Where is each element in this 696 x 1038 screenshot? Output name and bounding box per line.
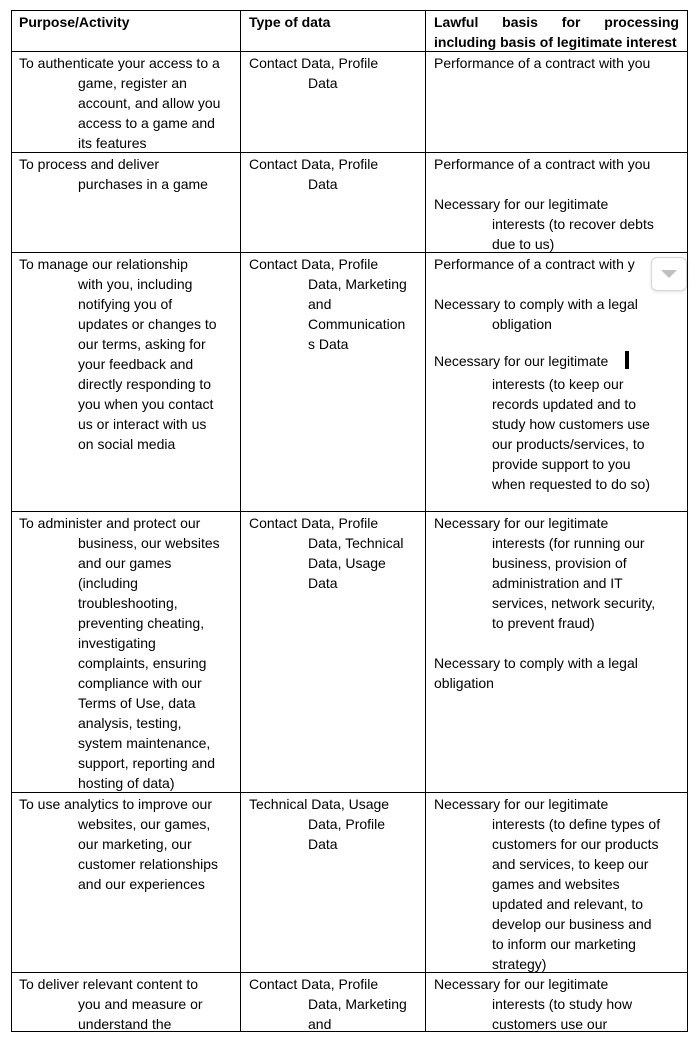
lawful-basis-line: customers for our products	[492, 836, 659, 852]
purpose-line: business, our websites	[78, 535, 220, 551]
header-word: for	[561, 14, 581, 30]
lawful-basis-line: Necessary to comply with a legal	[434, 655, 638, 671]
purpose-line: To administer and protect our	[19, 515, 201, 531]
data-type-line: Contact Data, Profile	[249, 156, 379, 172]
lawful-basis-line: to prevent fraud)	[492, 615, 595, 631]
purpose-line: analysis, testing,	[78, 715, 182, 731]
data-type-line: Data, Technical	[308, 535, 404, 551]
lawful-basis-line: strategy)	[492, 956, 547, 972]
lawful-basis-line: business, provision of	[492, 555, 627, 571]
purpose-line: support, reporting and	[78, 755, 215, 771]
header-lawful-basis-line1	[434, 12, 679, 32]
table-row-divider	[11, 972, 688, 973]
data-type-line: Contact Data, Profile	[249, 55, 379, 71]
header-lawful-basis-line2: including basis of legitimate interest	[434, 34, 677, 50]
table-column-divider-2	[425, 10, 426, 1032]
purpose-line: you when you contact	[78, 396, 214, 412]
cell-options-dropdown-button[interactable]	[651, 257, 687, 291]
purpose-line: To authenticate your access to a	[19, 55, 220, 71]
header-purpose: Purpose/Activity	[19, 14, 130, 30]
data-type-line: Data	[308, 836, 338, 852]
purpose-line: our terms, asking for	[78, 336, 206, 352]
purpose-line: To use analytics to improve our	[19, 796, 212, 812]
lawful-basis-line: Necessary to comply with a legal	[434, 296, 638, 312]
purpose-line: game, register an	[78, 75, 187, 91]
table-border-left	[11, 10, 12, 1032]
purpose-line: your feedback and	[78, 356, 194, 372]
lawful-basis-line: interests (for running our	[492, 535, 645, 551]
data-type-line: Contact Data, Profile	[249, 976, 379, 992]
purpose-line: and our games	[78, 555, 172, 571]
chevron-down-icon	[659, 267, 679, 281]
lawful-basis-line: develop our business and	[492, 916, 652, 932]
data-type-line: s Data	[308, 336, 349, 352]
purpose-line: directly responding to	[78, 376, 212, 392]
lawful-basis-line: obligation	[492, 316, 552, 332]
lawful-basis-line: interests (to keep our	[492, 376, 624, 392]
data-type-line: Contact Data, Profile	[249, 256, 379, 272]
table-row-divider	[11, 511, 688, 512]
lawful-basis-line: administration and IT	[492, 575, 623, 591]
purpose-line: account, and allow you	[78, 95, 221, 111]
data-type-line: Data, Profile	[308, 816, 386, 832]
lawful-basis-line: interests (to recover debts	[492, 216, 654, 232]
lawful-basis-line: customers use our	[492, 1016, 608, 1032]
purpose-line: notifying you of	[78, 296, 173, 312]
data-type-line: Contact Data, Profile	[249, 515, 379, 531]
purpose-line: To process and deliver	[19, 156, 160, 172]
lawful-basis-line: services, network security,	[492, 595, 656, 611]
purpose-line: complaints, ensuring	[78, 655, 207, 671]
text-cursor	[625, 351, 629, 369]
data-type-line: Data	[308, 176, 338, 192]
purpose-line: (including	[78, 575, 138, 591]
purpose-line: us or interact with us	[78, 416, 207, 432]
purpose-line: understand the	[78, 1016, 172, 1032]
table-border-right	[687, 10, 688, 1032]
lawful-basis-line: and services, to keep our	[492, 856, 649, 872]
purpose-line: access to a game and	[78, 115, 215, 131]
lawful-basis-line: provide support to you	[492, 456, 631, 472]
lawful-basis-line: interests (to define types of	[492, 816, 661, 832]
purpose-line: purchases in a game	[78, 176, 208, 192]
header-word: basis	[502, 14, 538, 30]
purpose-line: preventing cheating,	[78, 615, 205, 631]
purpose-line: customer relationships	[78, 856, 219, 872]
lawful-basis-line: due to us)	[492, 236, 555, 252]
data-type-line: Data	[308, 575, 338, 591]
lawful-basis-line: records updated and to	[492, 396, 636, 412]
table-row-divider	[11, 252, 688, 253]
lawful-basis-line: Performance of a contract with you	[434, 156, 651, 172]
data-type-line: Data, Usage	[308, 555, 386, 571]
lawful-basis-line: our products/services, to	[492, 436, 645, 452]
purpose-line: hosting of data)	[78, 775, 175, 791]
header-word: Lawful	[434, 14, 479, 30]
lawful-basis-line: Necessary for our legitimate	[434, 515, 609, 531]
lawful-basis-line: Performance of a contract with you	[434, 55, 651, 71]
lawful-basis-line: Necessary for our legitimate	[434, 796, 609, 812]
lawful-basis-line: obligation	[434, 675, 494, 691]
lawful-basis-line: interests (to study how	[492, 996, 633, 1012]
lawful-basis-line: updated and relevant, to	[492, 896, 644, 912]
lawful-basis-line: when requested to do so)	[492, 476, 650, 492]
purpose-line: our marketing, our	[78, 836, 192, 852]
data-type-line: Data, Marketing	[308, 996, 407, 1012]
data-type-line: and	[308, 1016, 332, 1032]
data-type-line: Communication	[308, 316, 406, 332]
purpose-line: its features	[78, 135, 147, 151]
purpose-line: and our experiences	[78, 876, 205, 892]
header-word: processing	[604, 14, 679, 30]
table-column-divider-1	[240, 10, 241, 1032]
purpose-line: with you, including	[78, 276, 193, 292]
table-border-top	[11, 10, 688, 11]
lawful-basis-line: study how customers use	[492, 416, 650, 432]
purpose-line: on social media	[78, 436, 176, 452]
lawful-basis-line: to inform our marketing	[492, 936, 636, 952]
purpose-line: compliance with our	[78, 675, 202, 691]
header-type-of-data: Type of data	[249, 14, 331, 30]
lawful-basis-line: Necessary for our legitimate	[434, 353, 609, 369]
purpose-line: you and measure or	[78, 996, 203, 1012]
purpose-line: To deliver relevant content to	[19, 976, 198, 992]
purpose-line: investigating	[78, 635, 156, 651]
purpose-line: Terms of Use, data	[78, 695, 196, 711]
purpose-line: To manage our relationship	[19, 256, 188, 272]
purpose-line: troubleshooting,	[78, 595, 178, 611]
data-type-line: Data	[308, 75, 338, 91]
purpose-line: system maintenance,	[78, 735, 211, 751]
data-type-line: Technical Data, Usage	[249, 796, 390, 812]
data-type-line: Data, Marketing	[308, 276, 407, 292]
lawful-basis-line: games and websites	[492, 876, 620, 892]
data-type-line: and	[308, 296, 332, 312]
lawful-basis-line: Necessary for our legitimate	[434, 976, 609, 992]
lawful-basis-line: Performance of a contract with y	[434, 256, 635, 272]
lawful-basis-line: Necessary for our legitimate	[434, 196, 609, 212]
purpose-line: updates or changes to	[78, 316, 217, 332]
purpose-line: websites, our games,	[78, 816, 211, 832]
